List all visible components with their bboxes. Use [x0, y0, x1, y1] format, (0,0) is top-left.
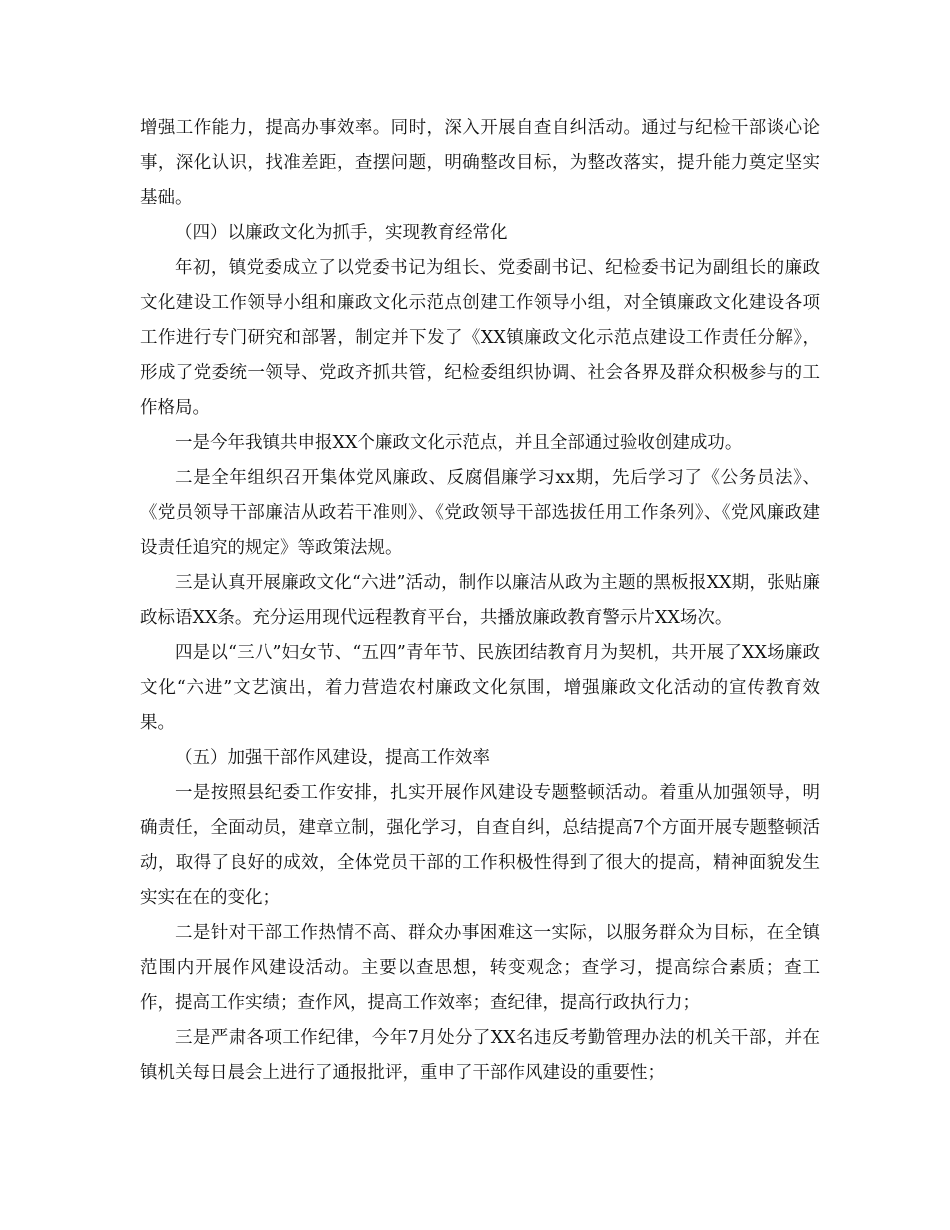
paragraph-item-3: 三是认真开展廉政文化“六进”活动，制作以廉洁从政为主题的黑板报XX期，张贴廉政标语XX条。充分运用现代远程教育平台，共播放廉政教育警示片XX场次。 — [140, 573, 820, 628]
paragraph-item-2: 二是全年组织召开集体党风廉政、反腐倡廉学习xx期，先后学习了《公务员法》、《党员领导干部廉洁从政若干准则》、《党政领导干部选拔任用工作条列》、《党风廉政建设责任追究的规定》等政策法规。 — [140, 468, 820, 558]
section-heading-4: （四）以廉政文化为抓手，实现教育经常化 — [175, 223, 508, 243]
section-heading-5: （五）加强干部作风建设，提高工作效率 — [175, 748, 490, 768]
paragraph-item-1: 一是今年我镇共申报XX个廉政文化示范点，并且全部通过验收创建成功。 — [175, 433, 743, 453]
paragraph-intro: 年初，镇党委成立了以党委书记为组长、党委副书记、纪检委书记为副组长的廉政文化建设工作领导小组和廉政文化示范点创建工作领导小组，对全镇廉政文化建设各项工作进行专门研究和部署，制定并下发了《XX镇廉政文化示范点建设工作责任分解》，形成了党委统一领导、党政齐抓共管，纪检委组织协调、社会各界及群众积极参与的工作格局。 — [140, 258, 820, 418]
paragraph-item-4: 四是以“三八”妇女节、“五四”青年节、民族团结教育月为契机，共开展了XX场廉政文化“六进”文艺演出，着力营造农村廉政文化氛围，增强廉政文化活动的宣传教育效果。 — [140, 643, 820, 733]
paragraph-style-1: 一是按照县纪委工作安排，扎实开展作风建设专题整顿活动。着重从加强领导，明确责任，全面动员，建章立制，强化学习，自查自纠，总结提高7个方面开展专题整顿活动，取得了良好的成效，全体党员干部的工作积极性得到了很大的提高，精神面貌发生实实在在的变化； — [140, 783, 820, 908]
document-page — [140, 111, 820, 1091]
paragraph-style-2: 二是针对干部工作热情不高、群众办事困难这一实际，以服务群众为目标，在全镇范围内开展作风建设活动。主要以查思想，转变观念；查学习，提高综合素质；查工作，提高工作实绩；查作风，提高工作效率；查纪律，提高行政执行力； — [140, 923, 820, 1013]
paragraph-continuation: 增强工作能力，提高办事效率。同时，深入开展自查自纠活动。通过与纪检干部谈心论事，深化认识，找准差距，查摆问题，明确整改目标，为整改落实，提升能力奠定坚实基础。 — [140, 118, 820, 208]
paragraph-style-3: 三是严肃各项工作纪律，今年7月处分了XX名违反考勤管理办法的机关干部，并在镇机关每日晨会上进行了通报批评，重申了干部作风建设的重要性； — [140, 1028, 820, 1083]
